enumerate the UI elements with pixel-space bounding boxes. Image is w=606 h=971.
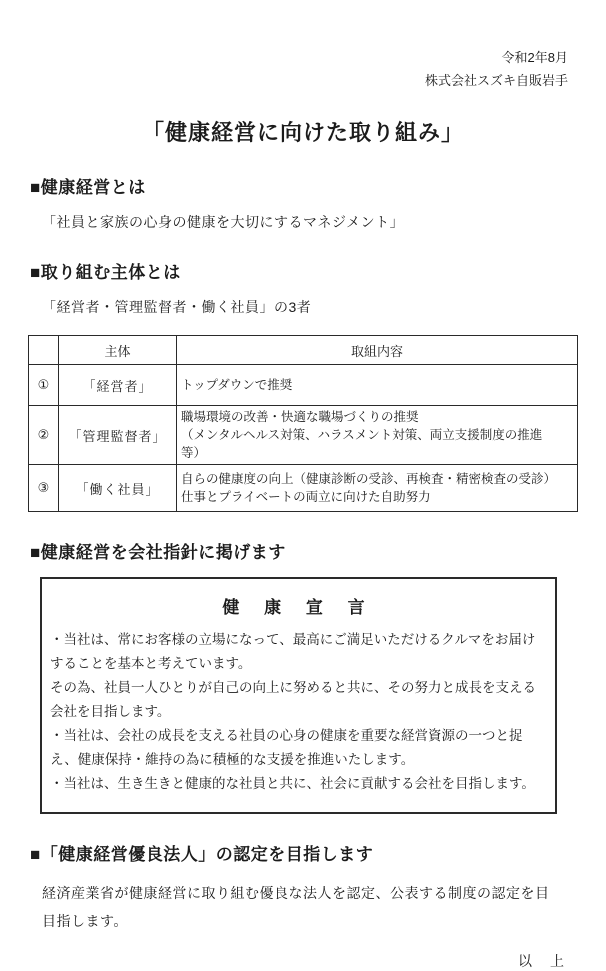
declaration-line: ・当社は、会社の成長を支える社員の心身の健康を重要な経営資源の一つと捉え、健康保持・維持の為に積極的な支援を推進いたします。 [50, 728, 523, 767]
section-heading-certification: ■「健康経営優良法人」の認定を目指します [30, 845, 374, 864]
table-row [29, 406, 578, 465]
section-heading-what-is: ■健康経営とは [30, 178, 146, 197]
row-content [177, 465, 578, 512]
row-number: ② [29, 406, 59, 465]
declaration-line: その為、社員一人ひとりが自己の向上に努めると共に、その努力と成長を支える会社を目指します。 [50, 680, 536, 719]
row-content [177, 406, 578, 465]
table-header-subject: 主体 [59, 336, 177, 365]
row-subject: 「経営者」 [59, 365, 177, 406]
row-content-line: 仕事とプライベートの両立に向けた自助努力 [181, 490, 431, 504]
row-content [177, 365, 578, 406]
page-title: 「健康経営に向けた取り組み」 [141, 120, 464, 145]
health-declaration-box [40, 577, 557, 814]
section-heading-policy: ■健康経営を会社指針に掲げます [30, 543, 286, 562]
row-content-line: 自らの健康度の向上（健康診断の受診、再検査・精密検査の受診） [181, 472, 557, 486]
declaration-line: ・当社は、常にお客様の立場になって、最高にご満足いただけるクルマをお届けすることを基本と考えています。 [50, 632, 536, 671]
header-meta [28, 46, 578, 92]
section-body-certification [42, 879, 578, 935]
table-row [29, 365, 578, 406]
table-header-row [29, 336, 578, 365]
row-subject: 「管理監督者」 [59, 406, 177, 465]
row-content-line: トップダウンで推奨 [181, 378, 293, 392]
certification-line: 経済産業省が健康経営に取り組む優良な法人を認定、公表する制度の認定を目 [42, 885, 550, 901]
declaration-line: ・当社は、生き生きと健康的な社員と共に、社会に貢献する会社を目指します。 [50, 776, 535, 791]
certification-line: 目指します。 [42, 913, 128, 929]
table-header-no [29, 336, 59, 365]
row-content-line: 職場環境の改善・快適な職場づくりの推奨 [181, 410, 419, 424]
row-number: ① [29, 365, 59, 406]
closing-mark: 以 上 [518, 953, 566, 969]
section-body-who: 「経営者・管理監督者・働く社員」の3者 [42, 299, 312, 315]
row-content-line: （メンタルヘルス対策、ハラスメント対策、両立支援制度の推進 等） [181, 428, 555, 460]
section-heading-who: ■取り組む主体とは [30, 263, 181, 282]
document-date: 令和2年8月 [501, 50, 568, 65]
company-name: 株式会社スズキ自販岩手 [424, 73, 568, 88]
subjects-table [28, 335, 578, 512]
row-number: ③ [29, 465, 59, 512]
row-subject: 「働く社員」 [59, 465, 177, 512]
table-header-content: 取組内容 [177, 336, 578, 365]
table-row [29, 465, 578, 512]
section-body-what-is: 「社員と家族の心身の健康を大切にするマネジメント」 [42, 214, 405, 230]
declaration-title: 健 康 宣 言 [222, 598, 375, 617]
